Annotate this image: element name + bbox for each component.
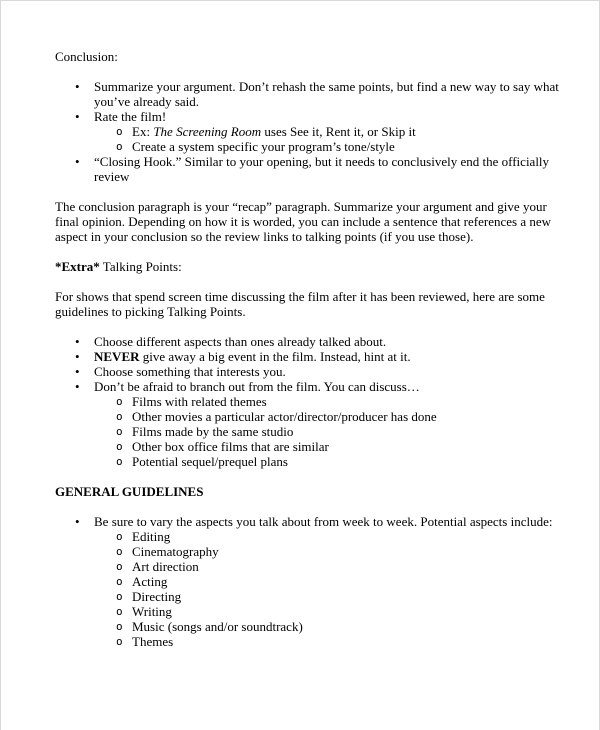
sub-bullet-marker: o	[116, 530, 123, 543]
conclusion-heading: Conclusion:	[55, 49, 118, 64]
bullet-marker: •	[75, 349, 80, 364]
list-item	[55, 364, 559, 379]
sub-item-text: Potential sequel/prequel plans	[132, 454, 288, 469]
bullet-marker: •	[75, 379, 80, 394]
sub-list-item	[55, 574, 559, 589]
show-title: The Screening Room	[153, 124, 262, 139]
sub-list-item	[55, 394, 559, 409]
conclusion-list	[55, 79, 559, 184]
sub-item-text: Editing	[132, 529, 171, 544]
list-item-text: Choose different aspects than ones already talked about.	[94, 334, 387, 349]
sub-list-item	[55, 544, 559, 559]
list-item	[55, 109, 559, 124]
list-item-text: Be sure to vary the aspects you talk about from week to week. Potential aspects include:	[94, 514, 553, 529]
list-item-text: Choose something that interests you.	[94, 364, 286, 379]
sub-list-item	[55, 139, 559, 154]
emphasis-never: NEVER	[94, 349, 140, 364]
sub-item-text: Cinematography	[132, 544, 219, 559]
sub-bullet-marker: o	[116, 545, 123, 558]
sub-item-text: Acting	[132, 574, 168, 589]
sub-bullet-marker: o	[116, 395, 123, 408]
list-item-text: give away a big event in the film. Instead, hint at it.	[139, 349, 411, 364]
list-item	[55, 379, 559, 394]
sub-item-text: Films with related themes	[132, 394, 267, 409]
bullet-marker: •	[75, 79, 80, 94]
list-item	[55, 349, 559, 364]
bullet-marker: •	[75, 154, 80, 169]
sub-bullet-marker: o	[116, 590, 123, 603]
sub-item-text: Music (songs and/or soundtrack)	[132, 619, 303, 634]
list-item-text: “Closing Hook.” Similar to your opening, but it needs to conclusively end the officially review	[94, 154, 550, 184]
general-heading-text: GENERAL GUIDELINES	[55, 484, 204, 499]
sub-item-suffix: uses See it, Rent it, or Skip it	[261, 124, 416, 139]
bullet-marker: •	[75, 334, 80, 349]
sub-list-item	[55, 604, 559, 619]
general-heading	[55, 484, 559, 499]
sub-item-text: Create a system specific your program’s tone/style	[132, 139, 395, 154]
sub-bullet-marker: o	[116, 425, 123, 438]
list-item	[55, 79, 559, 109]
extra-paragraph: For shows that spend screen time discussing the film after it has been reviewed, here are some guidelines to picking Talking Points.	[55, 289, 545, 319]
sub-list-item	[55, 559, 559, 574]
sub-bullet-marker: o	[116, 140, 123, 153]
list-item-text: Summarize your argument. Don’t rehash the same points, but find a new way to say what you’ve already said.	[94, 79, 559, 109]
extra-heading-rest: Talking Points:	[99, 259, 182, 274]
sub-bullet-marker: o	[116, 560, 123, 573]
sub-list-item	[55, 124, 559, 139]
list-item	[55, 334, 559, 349]
sub-item-text: Art direction	[132, 559, 199, 574]
sub-list-item	[55, 619, 559, 634]
sub-list-item	[55, 634, 559, 649]
talking-points-list	[55, 334, 559, 469]
sub-bullet-marker: o	[116, 125, 123, 138]
sub-list-item	[55, 424, 559, 439]
list-item-text: Rate the film!	[94, 109, 167, 124]
sub-bullet-marker: o	[116, 455, 123, 468]
sub-bullet-marker: o	[116, 440, 123, 453]
list-item-text: Don’t be afraid to branch out from the film. You can discuss…	[94, 379, 420, 394]
sub-item-text: Writing	[132, 604, 172, 619]
sub-bullet-marker: o	[116, 635, 123, 648]
sub-list-item	[55, 409, 559, 424]
sub-item-text: Themes	[132, 634, 174, 649]
sub-bullet-marker: o	[116, 575, 123, 588]
list-item	[55, 154, 559, 184]
sub-bullet-marker: o	[116, 605, 123, 618]
sub-item-text: Films made by the same studio	[132, 424, 294, 439]
sub-item-text: Directing	[132, 589, 182, 604]
extra-heading-bold: *Extra*	[55, 259, 100, 274]
sub-item-prefix: Ex:	[132, 124, 154, 139]
list-item	[55, 514, 559, 529]
conclusion-paragraph: The conclusion paragraph is your “recap” paragraph. Summarize your argument and give your final opinion. Depending on how it is worded, you can include a sentence that references a new aspect in your conclusion so the review links to talking points (if you use those).	[55, 199, 551, 244]
sub-list-item	[55, 454, 559, 469]
bullet-marker: •	[75, 364, 80, 379]
general-list	[55, 514, 559, 649]
bullet-marker: •	[75, 514, 80, 529]
sub-item-text: Other movies a particular actor/director/producer has done	[132, 409, 437, 424]
extra-heading	[55, 259, 559, 274]
bullet-marker: •	[75, 109, 80, 124]
sub-list-item	[55, 529, 559, 544]
sub-list-item	[55, 439, 559, 454]
sub-bullet-marker: o	[116, 410, 123, 423]
sub-item-text: Other box office films that are similar	[132, 439, 329, 454]
sub-bullet-marker: o	[116, 620, 123, 633]
sub-list-item	[55, 589, 559, 604]
